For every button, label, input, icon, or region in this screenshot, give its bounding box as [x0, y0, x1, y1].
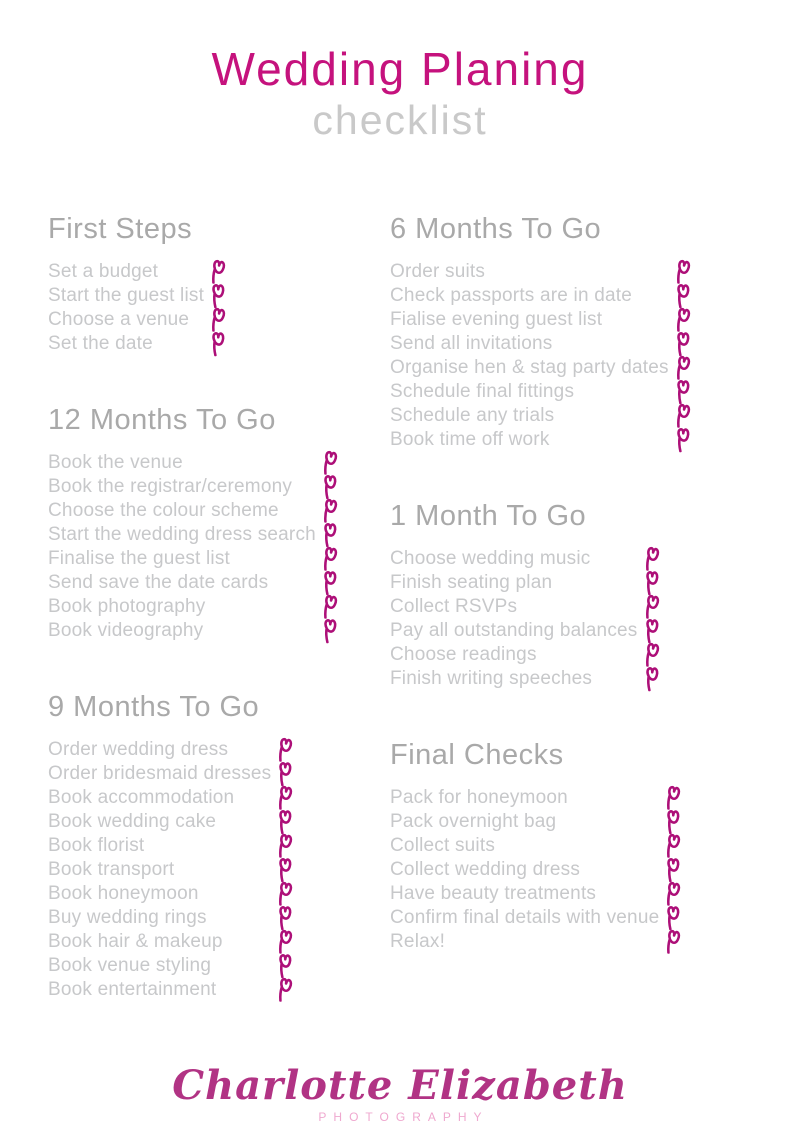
- item-label: Choose readings: [390, 643, 537, 665]
- item-label: Collect suits: [390, 834, 496, 856]
- item-label: Finish seating plan: [390, 571, 553, 593]
- item-label: Check passports are in date: [390, 284, 632, 306]
- section-title: Final Checks: [390, 738, 564, 771]
- item-label: Have beauty treatments: [390, 882, 597, 904]
- item-label: Start the wedding dress search: [48, 523, 316, 545]
- item-label: Book hair & makeup: [48, 930, 223, 952]
- item-label: Send save the date cards: [48, 571, 269, 593]
- section-list: [390, 547, 780, 691]
- page-subtitle: checklist: [312, 96, 488, 143]
- checklist-item-row: [664, 930, 684, 954]
- item-label: Book wedding cake: [48, 810, 217, 832]
- item-label: Book accommodation: [48, 786, 235, 808]
- checklist-columns: [0, 211, 800, 1048]
- section-list: [48, 260, 390, 356]
- section-list: [390, 786, 780, 954]
- checklist-item-row: [674, 428, 694, 452]
- item-label: Collect wedding dress: [390, 858, 581, 880]
- checklist-item-row: [276, 978, 296, 1002]
- checklist-section: [390, 737, 780, 954]
- item-label: Schedule any trials: [390, 404, 555, 426]
- checklist-section: [390, 211, 780, 452]
- section-title: 6 Months To Go: [390, 212, 602, 245]
- checklist-section: [48, 689, 390, 1002]
- logo-charlotte-elizabeth: Charlotte Elizabeth: [172, 1062, 628, 1109]
- item-label: Pack overnight bag: [390, 810, 557, 832]
- checklist-section: [390, 498, 780, 691]
- heart-icon: [208, 328, 227, 356]
- checklist-column-right: [390, 211, 800, 1048]
- checklist-column-left: [48, 211, 390, 1048]
- item-label: Book videography: [48, 619, 204, 641]
- item-label: Collect RSVPs: [390, 595, 518, 617]
- checklist-item-row: [209, 332, 229, 356]
- item-label: Book transport: [48, 858, 175, 880]
- item-label: Set a budget: [48, 260, 159, 282]
- section-title: 9 Months To Go: [48, 690, 260, 723]
- item-label: Order wedding dress: [48, 738, 229, 760]
- item-label: Book the registrar/ceremony: [48, 475, 293, 497]
- item-label: Book photography: [48, 595, 206, 617]
- checklist-section: [48, 211, 390, 356]
- section-title: 1 Month To Go: [390, 499, 587, 532]
- item-label: Order bridesmaid dresses: [48, 762, 272, 784]
- checklist-item-row: [321, 619, 341, 643]
- page-footer: [0, 1062, 800, 1124]
- page-header: [0, 0, 800, 143]
- item-label: Start the guest list: [48, 284, 205, 306]
- heart-icon: [663, 927, 682, 955]
- item-label: Book honeymoon: [48, 882, 199, 904]
- item-label: Book time off work: [390, 428, 550, 450]
- item-label: Fialise evening guest list: [390, 308, 603, 330]
- logo-photography-label: PHOTOGRAPHY: [318, 1110, 489, 1124]
- section-list: [48, 738, 390, 1002]
- item-label: Schedule final fittings: [390, 380, 575, 402]
- item-label: Choose the colour scheme: [48, 499, 279, 521]
- checklist-item-row: [643, 667, 663, 691]
- section-title: 12 Months To Go: [48, 403, 276, 436]
- item-label: Buy wedding rings: [48, 906, 207, 928]
- item-label: Relax!: [390, 930, 446, 952]
- item-label: Pack for honeymoon: [390, 786, 568, 808]
- item-label: Pay all outstanding balances: [390, 619, 638, 641]
- heart-icon: [641, 663, 660, 691]
- heart-icon: [673, 424, 692, 452]
- heart-icon: [275, 975, 294, 1003]
- item-label: Book the venue: [48, 451, 183, 473]
- item-label: Finish writing speeches: [390, 667, 593, 689]
- item-label: Finalise the guest list: [48, 547, 231, 569]
- item-label: Book entertainment: [48, 978, 217, 1000]
- section-list: [390, 260, 780, 452]
- checklist-section: [48, 402, 390, 643]
- item-label: Choose wedding music: [390, 547, 591, 569]
- page-title: Wedding Planing: [211, 43, 589, 95]
- item-label: Book venue styling: [48, 954, 212, 976]
- section-title: First Steps: [48, 212, 193, 245]
- item-label: Order suits: [390, 260, 486, 282]
- section-list: [48, 451, 390, 643]
- item-label: Choose a venue: [48, 308, 190, 330]
- item-label: Book florist: [48, 834, 145, 856]
- heart-icon: [320, 615, 339, 643]
- item-label: Confirm final details with venue: [390, 906, 660, 928]
- item-label: Set the date: [48, 332, 153, 354]
- item-label: Send all invitations: [390, 332, 553, 354]
- item-label: Organise hen & stag party dates: [390, 356, 669, 378]
